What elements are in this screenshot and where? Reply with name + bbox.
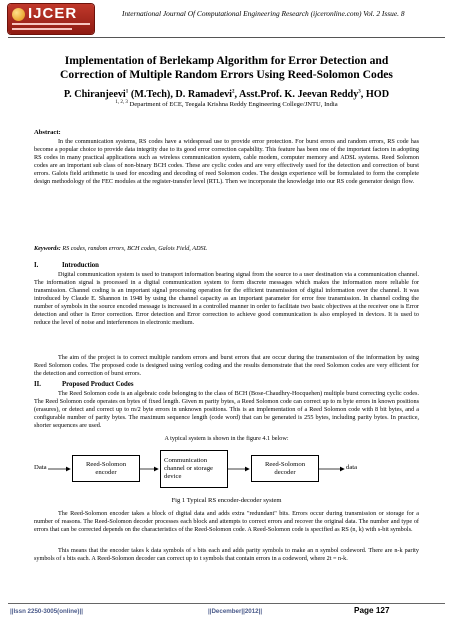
paper-title: Implementation of Berlekamp Algorithm for Error Detection and Correction of Multiple Random Errors Using Reed-Solomon Codes <box>60 54 393 81</box>
output-data-label: data <box>346 464 358 471</box>
affiliation: $^{1, 2, 3}$ Department of ECE, Teegala Krishna Reddy Engineering College/JNTU, India <box>115 99 338 108</box>
logo-text: IJCER <box>28 5 78 22</box>
channel-box: Communication channel or storage device <box>160 450 228 488</box>
abstract-text: In the communication systems, RS codes have a widespread use to provide error protection. For burst errors and random errors, RS code has become a popular choice to provide data integrity due to its good error correction capability. This feature has been one of the important factors in adopting RS codes in many practical applications such as wireless communication system, cable modem, computer memory and ADSL systems. Reed Solomon codes are an important sub class of non-binary BCH codes. These are cyclic codes and are very effectively used for the detection and correction of burst errors. Galois field arithmetic is used for encoding and decoding of reed Solomon codes. The design experience will be formulated to form the complete design methodology of the FEC modules at the register-transfer level (RTL). Then we incorporate the knowledge into our RS code generator design flow. <box>34 138 419 186</box>
rs-system-diagram <box>34 446 419 492</box>
section-1-para-2: The aim of the project is to correct multiple random errors and burst errors that are occur during the transmission of the information by using Reed Solomon codes. The proposed code is designed using verilog coding and the results demonstrate that the reed Solomon codes are very efficient for the detection and correction of burst errors. <box>34 354 419 378</box>
section-2-title: Proposed Product Codes <box>62 381 134 388</box>
footer-date: ||December||2012|| <box>208 608 263 615</box>
keywords: Keywords: RS codes, random errors, BCH codes, Galois Field, ADSL <box>34 245 208 252</box>
section-1-para-1: Digital communication system is used to transport information bearing signal from the source to a user destination via a communication channel. The information signal is processed in a digital communication system to form discrete messages which makes the information more reliable for transmission. Channel coding is an important signal processing operation for the efficient transmission of digital information over the channel. It was introduced by Claude E. Shannon in 1948 by using the channel capacity as an important parameter for error free transmission. In channel coding the number of symbols in the source encoded message is increased in a controlled manner in order to facilitate two basic objectives at the receiver one is Error detection and other is Error correction. Error detection and Error correction to achieve good communication is also employed in devices. It is used to reduce the level of noise and interferences in electronic medium. <box>34 271 419 327</box>
journal-logo <box>8 4 94 34</box>
section-2-para-1: The Reed Solomon code is an algebraic code belonging to the class of BCH (Bose-Chaudhry-Hocquehen) multiple burst correcting cyclic codes. The Reed Solomon code operates on bytes of fixed length. Given m parity bytes, a Reed Solomon code can correct up to m byte errors in known positions (erasures), or detect and correct up to m/2 byte errors in unknown positions. This is an implementation of a Reed Solomon code with 8 bit bytes, and a configurable number of parity bytes. The maximum sequence length (code word) that can be generated is 255 bytes, including parity bytes. In practice, shorter sequences are used. <box>34 390 419 430</box>
page-number: Page 127 <box>354 606 390 615</box>
section-2-para-3: This means that the encoder takes k data symbols of s bits each and adds parity symbols to make an n symbol codeword. There are n-k parity symbols of s bits each. A Reed-Solomon decoder can correct up to t symbols that contain errors in a codeword, where 2t = n-k. <box>34 547 419 563</box>
input-data-label: Data <box>34 464 47 471</box>
page-footer <box>8 603 445 621</box>
section-1-title: Introduction <box>62 262 99 269</box>
encoder-box: Reed-Solomon encoder <box>72 455 140 482</box>
section-2-number: II. <box>34 381 41 388</box>
footer-issn: ||Issn 2250-3005(online)|| <box>10 608 83 615</box>
decoder-box: Reed-Solomon decoder <box>251 455 319 482</box>
logo-globe-icon <box>12 8 25 21</box>
figure-intro: A typical system is shown in the figure 4.1 below: <box>164 435 289 442</box>
author-line: P. Chiranjeevi$^1$ (M.Tech), D. Ramadevi$^2$, Asst.Prof. K. Jeevan Reddy$^3$, HOD <box>63 89 390 100</box>
figure-caption: Fig 1 Typical RS encoder-decoder system <box>171 497 282 504</box>
abstract-label: Abstract: <box>34 129 61 136</box>
header-divider <box>8 37 445 38</box>
section-2-para-2: The Reed-Solomon encoder takes a block of digital data and adds extra "redundant" bits. Errors occur during transmission or storage for a number of reasons. The Reed-Solomon decoder processes each block and attempts to correct errors and recover the original data. The number and type of errors that can be corrected depends on the characteristics of the Reed-Solomon code. A Reed-Solomon code is specified as RS (n, k) with s-bit symbols. <box>34 510 419 534</box>
section-1-number: I. <box>34 262 39 269</box>
journal-header: International Journal Of Computational Engineering Research (ijceronline.com) Vol. 2 Issue. 8 <box>122 9 405 18</box>
